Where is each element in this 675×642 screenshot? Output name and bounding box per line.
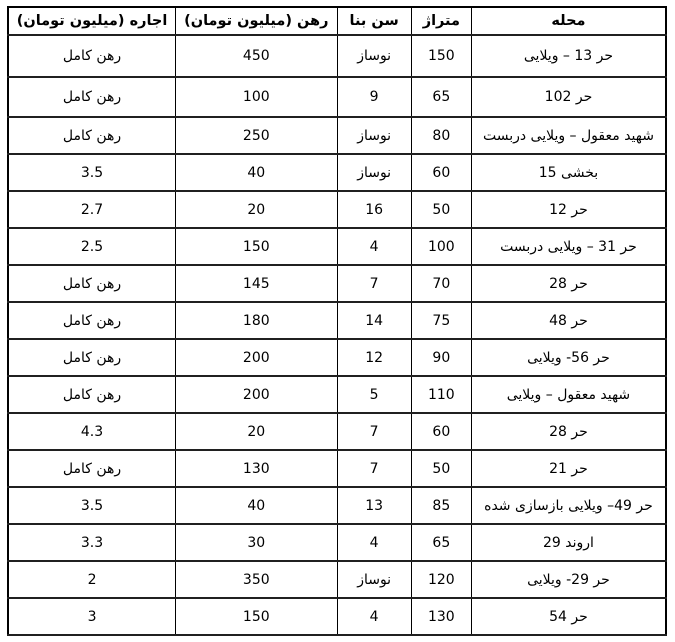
table-row <box>8 117 666 154</box>
cell-sen-bana: 7 <box>337 450 411 487</box>
cell-sen-bana: 16 <box>337 191 411 228</box>
cell-sen-bana: 7 <box>337 413 411 450</box>
cell-metraj: 70 <box>411 265 471 302</box>
cell-ejareh: رهن کامل <box>8 117 176 154</box>
cell-sen-bana: 9 <box>337 77 411 117</box>
cell-rahn: 100 <box>176 77 337 117</box>
cell-mahalleh: حر 102 <box>471 77 666 117</box>
column-header-mahalleh: محله <box>471 7 666 35</box>
cell-sen-bana: نوساز <box>337 561 411 598</box>
cell-mahalleh: حر 29- ویلایی <box>471 561 666 598</box>
cell-ejareh: 3.5 <box>8 487 176 524</box>
cell-mahalleh: حر 28 <box>471 265 666 302</box>
table-row <box>8 77 666 117</box>
cell-mahalleh: حر 48 <box>471 302 666 339</box>
table-body <box>8 35 666 635</box>
cell-mahalleh: شهید معقول – ویلایی دربست <box>471 117 666 154</box>
cell-sen-bana: 13 <box>337 487 411 524</box>
cell-ejareh: 3.3 <box>8 524 176 561</box>
cell-metraj: 65 <box>411 524 471 561</box>
cell-sen-bana: نوساز <box>337 117 411 154</box>
cell-rahn: 130 <box>176 450 337 487</box>
table-row <box>8 561 666 598</box>
table-row <box>8 302 666 339</box>
cell-sen-bana: 5 <box>337 376 411 413</box>
cell-ejareh: رهن کامل <box>8 450 176 487</box>
table-row <box>8 154 666 191</box>
cell-rahn: 250 <box>176 117 337 154</box>
cell-mahalleh: حر 13 – ویلایی <box>471 35 666 77</box>
cell-ejareh: 3.5 <box>8 154 176 191</box>
cell-ejareh: رهن کامل <box>8 265 176 302</box>
column-header-sen-bana: سن بنا <box>337 7 411 35</box>
table-row <box>8 228 666 265</box>
column-header-rahn: رهن (میلیون تومان) <box>176 7 337 35</box>
cell-ejareh: رهن کامل <box>8 77 176 117</box>
cell-metraj: 150 <box>411 35 471 77</box>
table-row <box>8 339 666 376</box>
cell-sen-bana: 12 <box>337 339 411 376</box>
table-row <box>8 376 666 413</box>
cell-mahalleh: اروند 29 <box>471 524 666 561</box>
cell-mahalleh: حر 21 <box>471 450 666 487</box>
cell-metraj: 130 <box>411 598 471 635</box>
cell-mahalleh: حر 49– ویلایی بازسازی شده <box>471 487 666 524</box>
cell-sen-bana: 7 <box>337 265 411 302</box>
cell-metraj: 100 <box>411 228 471 265</box>
table-row <box>8 524 666 561</box>
cell-mahalleh: حر 56- ویلایی <box>471 339 666 376</box>
cell-sen-bana: 4 <box>337 598 411 635</box>
cell-mahalleh: بخشی 15 <box>471 154 666 191</box>
cell-metraj: 50 <box>411 450 471 487</box>
table-row <box>8 35 666 77</box>
cell-rahn: 40 <box>176 154 337 191</box>
cell-ejareh: 2 <box>8 561 176 598</box>
cell-rahn: 200 <box>176 339 337 376</box>
cell-metraj: 80 <box>411 117 471 154</box>
cell-metraj: 85 <box>411 487 471 524</box>
cell-rahn: 450 <box>176 35 337 77</box>
cell-sen-bana: نوساز <box>337 154 411 191</box>
cell-ejareh: 4.3 <box>8 413 176 450</box>
cell-metraj: 110 <box>411 376 471 413</box>
cell-ejareh: رهن کامل <box>8 35 176 77</box>
header-row <box>8 7 666 35</box>
table-header <box>8 7 666 35</box>
cell-mahalleh: حر 12 <box>471 191 666 228</box>
cell-rahn: 20 <box>176 413 337 450</box>
cell-sen-bana: 14 <box>337 302 411 339</box>
cell-metraj: 50 <box>411 191 471 228</box>
cell-mahalleh: حر 54 <box>471 598 666 635</box>
table-row <box>8 191 666 228</box>
cell-ejareh: رهن کامل <box>8 302 176 339</box>
table-row <box>8 487 666 524</box>
table-row <box>8 265 666 302</box>
cell-metraj: 60 <box>411 154 471 191</box>
cell-sen-bana: نوساز <box>337 35 411 77</box>
column-header-ejareh: اجاره (میلیون تومان) <box>8 7 176 35</box>
cell-metraj: 75 <box>411 302 471 339</box>
table-row <box>8 413 666 450</box>
cell-rahn: 30 <box>176 524 337 561</box>
cell-ejareh: 2.5 <box>8 228 176 265</box>
cell-metraj: 65 <box>411 77 471 117</box>
cell-rahn: 40 <box>176 487 337 524</box>
cell-metraj: 60 <box>411 413 471 450</box>
cell-metraj: 120 <box>411 561 471 598</box>
cell-rahn: 20 <box>176 191 337 228</box>
cell-mahalleh: حر 28 <box>471 413 666 450</box>
listings-table <box>7 6 667 636</box>
cell-sen-bana: 4 <box>337 524 411 561</box>
cell-ejareh: 2.7 <box>8 191 176 228</box>
cell-sen-bana: 4 <box>337 228 411 265</box>
cell-rahn: 150 <box>176 598 337 635</box>
cell-rahn: 180 <box>176 302 337 339</box>
cell-rahn: 145 <box>176 265 337 302</box>
cell-metraj: 90 <box>411 339 471 376</box>
column-header-metraj: متراژ <box>411 7 471 35</box>
cell-ejareh: 3 <box>8 598 176 635</box>
cell-rahn: 150 <box>176 228 337 265</box>
cell-rahn: 350 <box>176 561 337 598</box>
cell-ejareh: رهن کامل <box>8 339 176 376</box>
cell-mahalleh: حر 31 – ویلایی دربست <box>471 228 666 265</box>
cell-rahn: 200 <box>176 376 337 413</box>
cell-ejareh: رهن کامل <box>8 376 176 413</box>
cell-mahalleh: شهید معقول – ویلایی <box>471 376 666 413</box>
table-row <box>8 450 666 487</box>
